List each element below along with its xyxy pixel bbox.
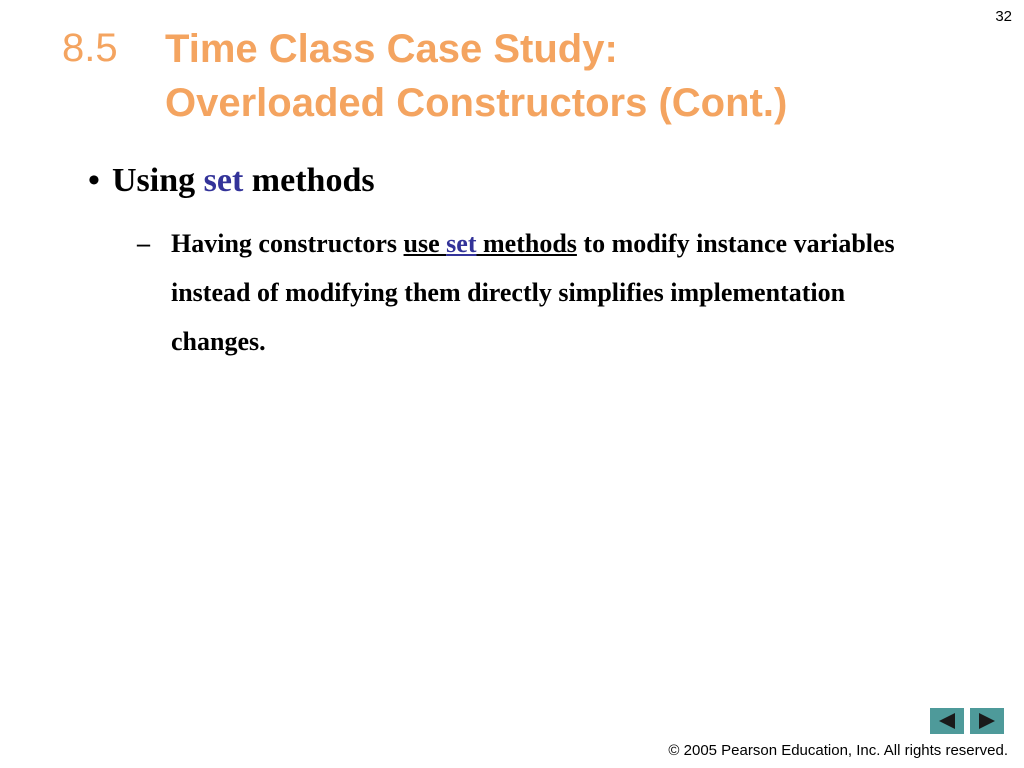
copyright-symbol: ©	[668, 742, 680, 759]
copyright-text: 2005 Pearson Education, Inc. All rights reserved.	[679, 742, 1008, 759]
bullet-text-after: methods	[243, 162, 375, 199]
right-arrow-icon	[979, 713, 995, 729]
sub-bullet-dash: –	[137, 229, 150, 258]
underlined-keyword: set	[446, 229, 477, 258]
sub-bullet-item	[137, 219, 937, 366]
slide-number: 32	[995, 8, 1012, 25]
underlined-text-1: use	[403, 229, 447, 258]
next-slide-button[interactable]	[970, 708, 1004, 734]
title-line-1: Time Class Case Study:	[165, 27, 618, 71]
bullet-keyword: set	[203, 162, 244, 199]
left-arrow-icon	[939, 713, 955, 729]
previous-slide-button[interactable]	[930, 708, 964, 734]
bullet-text-before: Using	[112, 162, 204, 199]
title-line-2: Overloaded Constructors (Cont.)	[165, 81, 788, 125]
sub-bullet-body	[171, 219, 937, 366]
section-number: 8.5	[62, 26, 118, 70]
copyright-footer	[668, 742, 1008, 759]
sub-bullet-text-1: Having constructors	[171, 229, 404, 258]
slide-navigation	[930, 708, 1004, 734]
bullet-glyph: •	[88, 162, 100, 199]
sub-bullet-text-2: to modify instance variables instead of modifying them directly simplifies implementation changes.	[171, 229, 895, 356]
underlined-text-2: methods	[476, 229, 577, 258]
bullet-item	[88, 158, 375, 204]
page-title	[165, 22, 965, 130]
